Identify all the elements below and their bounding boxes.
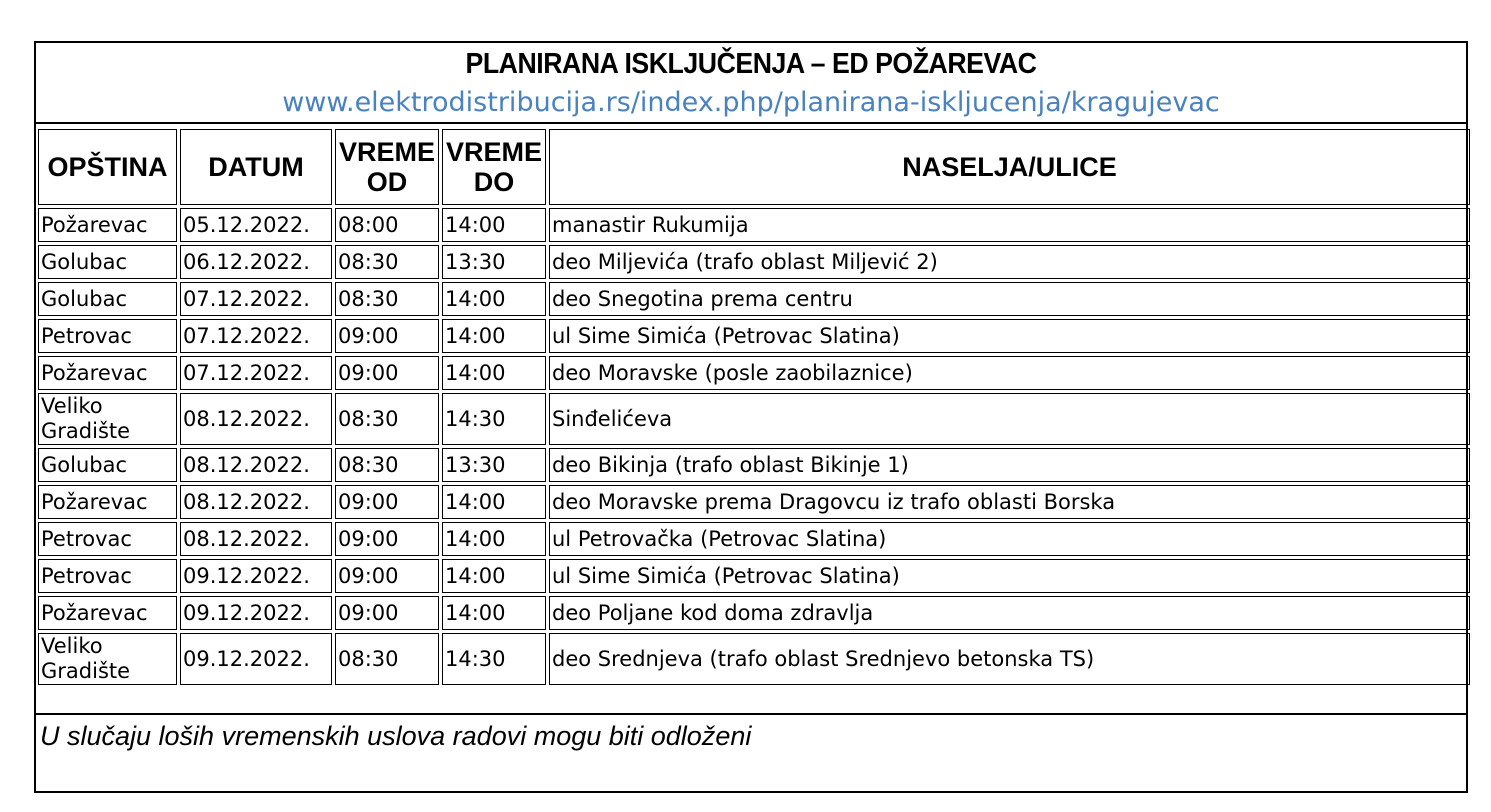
cell-naselja: deo Snegotina prema centru	[549, 282, 1470, 316]
document-footer	[36, 713, 1466, 791]
cell-opstina: Petrovac	[38, 522, 177, 556]
cell-naselja: Sinđelićeva	[549, 393, 1470, 445]
cell-opstina	[38, 393, 177, 445]
cell-naselja: deo Poljane kod doma zdravlja	[549, 596, 1470, 630]
cell-vreme-do: 13:30	[442, 448, 546, 482]
cell-vreme-od: 09:00	[335, 319, 439, 353]
cell-naselja: ul Petrovačka (Petrovac Slatina)	[549, 522, 1470, 556]
column-header-vreme-od-line2: OD	[366, 167, 408, 197]
cell-naselja: ul Sime Simića (Petrovac Slatina)	[549, 319, 1470, 353]
table-row	[38, 393, 1470, 445]
page-title: PLANIRANA ISKLJUČENJA – ED POŽAREVAC	[465, 48, 1037, 80]
table-header-row	[38, 129, 1470, 205]
table-row	[38, 282, 1470, 316]
cell-opstina-line1: Veliko	[41, 394, 103, 418]
cell-vreme-do: 14:00	[442, 319, 546, 353]
cell-datum: 07.12.2022.	[180, 356, 332, 390]
cell-vreme-od: 08:30	[335, 448, 439, 482]
cell-opstina-line2: Gradište	[41, 659, 131, 683]
cell-opstina: Požarevac	[38, 596, 177, 630]
cell-naselja: deo Miljevića (trafo oblast Miljević 2)	[549, 245, 1470, 279]
cell-datum: 08.12.2022.	[180, 522, 332, 556]
column-header-vreme-do-line2: DO	[473, 167, 515, 197]
cell-opstina: Petrovac	[38, 559, 177, 593]
column-header-vreme-do	[442, 129, 546, 205]
cell-datum: 07.12.2022.	[180, 319, 332, 353]
cell-naselja: deo Moravske prema Dragovcu iz trafo oblasti Borska	[549, 485, 1470, 519]
cell-vreme-od: 08:30	[335, 393, 439, 445]
cell-vreme-do: 13:30	[442, 245, 546, 279]
cell-vreme-do: 14:00	[442, 596, 546, 630]
cell-vreme-do: 14:00	[442, 559, 546, 593]
cell-opstina: Požarevac	[38, 485, 177, 519]
cell-naselja: deo Moravske (posle zaobilaznice)	[549, 356, 1470, 390]
outage-table	[35, 126, 1473, 688]
column-header-opstina: OPŠTINA	[38, 129, 177, 205]
cell-vreme-od: 09:00	[335, 522, 439, 556]
cell-opstina: Golubac	[38, 448, 177, 482]
cell-vreme-od: 09:00	[335, 356, 439, 390]
cell-datum: 08.12.2022.	[180, 448, 332, 482]
cell-naselja: deo Srednjeva (trafo oblast Srednjevo betonska TS)	[549, 633, 1470, 685]
table-row	[38, 356, 1470, 390]
column-header-datum: DATUM	[180, 129, 332, 205]
cell-naselja: ul Sime Simića (Petrovac Slatina)	[549, 559, 1470, 593]
cell-datum: 06.12.2022.	[180, 245, 332, 279]
cell-naselja: manastir Rukumija	[549, 208, 1470, 242]
column-header-naselja: NASELJA/ULICE	[549, 129, 1470, 205]
cell-opstina-line1: Veliko	[41, 634, 103, 658]
table-row	[38, 522, 1470, 556]
cell-opstina: Golubac	[38, 245, 177, 279]
cell-datum: 09.12.2022.	[180, 559, 332, 593]
table-row	[38, 448, 1470, 482]
cell-vreme-do: 14:00	[442, 356, 546, 390]
cell-vreme-do: 14:30	[442, 393, 546, 445]
cell-vreme-od: 08:30	[335, 245, 439, 279]
cell-vreme-od: 09:00	[335, 485, 439, 519]
cell-datum: 05.12.2022.	[180, 208, 332, 242]
cell-datum: 09.12.2022.	[180, 633, 332, 685]
cell-datum: 08.12.2022.	[180, 393, 332, 445]
cell-vreme-od: 08:30	[335, 282, 439, 316]
cell-datum: 09.12.2022.	[180, 596, 332, 630]
cell-opstina	[38, 633, 177, 685]
cell-vreme-od: 08:00	[335, 208, 439, 242]
cell-datum: 08.12.2022.	[180, 485, 332, 519]
table-row	[38, 208, 1470, 242]
cell-vreme-do: 14:30	[442, 633, 546, 685]
cell-vreme-od: 09:00	[335, 559, 439, 593]
column-header-vreme-od-line1: VREME	[338, 137, 436, 167]
cell-vreme-od: 08:30	[335, 633, 439, 685]
document-header	[36, 43, 1466, 124]
table-row	[38, 319, 1470, 353]
cell-opstina-line2: Gradište	[41, 419, 131, 443]
table-row	[38, 633, 1470, 685]
outage-schedule-document	[34, 41, 1468, 793]
cell-vreme-do: 14:00	[442, 522, 546, 556]
cell-opstina: Golubac	[38, 282, 177, 316]
cell-vreme-do: 14:00	[442, 208, 546, 242]
column-header-vreme-od	[335, 129, 439, 205]
table-row	[38, 245, 1470, 279]
source-url-link[interactable]: www.elektrodistribucija.rs/index.php/planirana-iskljucenja/kragujevac	[282, 87, 1220, 118]
cell-vreme-do: 14:00	[442, 485, 546, 519]
weather-disclaimer-note: U slučaju loših vremenskih uslova radovi mogu biti odloženi	[40, 721, 752, 751]
cell-vreme-od: 09:00	[335, 596, 439, 630]
cell-opstina: Požarevac	[38, 356, 177, 390]
cell-opstina: Požarevac	[38, 208, 177, 242]
cell-opstina: Petrovac	[38, 319, 177, 353]
cell-naselja: deo Bikinja (trafo oblast Bikinje 1)	[549, 448, 1470, 482]
table-row	[38, 559, 1470, 593]
table-row	[38, 596, 1470, 630]
column-header-vreme-do-line1: VREME	[445, 137, 543, 167]
cell-datum: 07.12.2022.	[180, 282, 332, 316]
table-row	[38, 485, 1470, 519]
cell-vreme-do: 14:00	[442, 282, 546, 316]
